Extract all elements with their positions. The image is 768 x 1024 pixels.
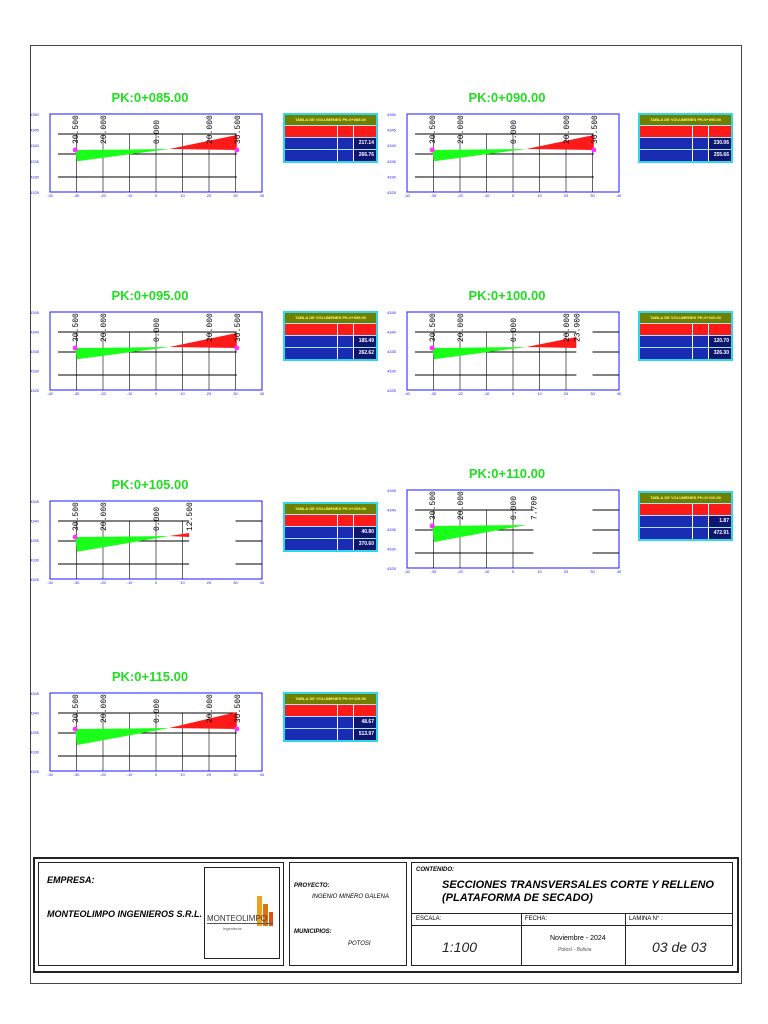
elevation-label: 4340	[387, 143, 396, 149]
station-label: 0.000	[153, 317, 162, 342]
section-title: PK:0+095.00	[111, 288, 189, 303]
elevation-label: 4330	[30, 174, 39, 180]
elevation-label: 4325	[30, 769, 39, 774]
volume-table-header: TABLA DE VOLUMENES PK:0+090.00	[640, 115, 731, 125]
offset-label: 40	[259, 772, 265, 777]
station-label: 20.000	[457, 313, 466, 342]
elevation-label: 4350	[387, 112, 396, 117]
proyecto-value: INGENIO MINERO GALENA	[312, 894, 390, 900]
offset-marker	[73, 535, 78, 540]
offset-label: 0	[511, 391, 515, 396]
offset-label: -30	[73, 772, 80, 777]
lamina-value: 03 de 03	[652, 939, 707, 955]
offset-label: -10	[483, 391, 490, 396]
volume-value: 120.70	[708, 336, 731, 347]
station-label: 30.500	[429, 115, 439, 144]
elevation-label: 4335	[30, 158, 39, 164]
section-title: PK:0+110.00	[468, 466, 546, 481]
fecha-label: FECHA:	[525, 916, 548, 922]
section-drawing	[387, 286, 627, 396]
station-label: 30.500	[72, 694, 82, 723]
offset-marker	[430, 148, 435, 153]
elevation-label: 4340	[30, 518, 39, 524]
cut-area	[169, 712, 237, 729]
section-drawing	[30, 88, 270, 198]
offset-label: 40	[616, 569, 622, 574]
volume-table-title-row	[285, 704, 376, 716]
offset-marker	[73, 148, 78, 153]
cross-section	[387, 286, 627, 396]
elevation-label: 4345	[30, 310, 39, 315]
elevation-label: 4330	[387, 174, 396, 180]
escala-value: 1:100	[442, 939, 478, 955]
municipio-label: MUNICIPIOS:	[294, 929, 332, 935]
offset-label: 20	[206, 193, 212, 198]
elevation-label: 4340	[30, 143, 39, 149]
offset-label: -30	[430, 193, 437, 198]
offset-label: 10	[180, 580, 185, 585]
station-label: 30.500	[72, 502, 82, 531]
elevation-label: 4340	[30, 710, 39, 716]
cross-section	[30, 475, 270, 585]
station-label: 20.000	[100, 115, 109, 144]
elevation-label: 4345	[387, 488, 396, 493]
volume-table-title-row	[285, 323, 376, 335]
offset-label: 10	[537, 193, 542, 198]
offset-label: -40	[47, 772, 53, 777]
offset-label: -10	[126, 580, 133, 585]
station-label: 0.000	[510, 495, 519, 520]
offset-label: 10	[537, 569, 542, 574]
elevation-label: 4335	[30, 730, 39, 735]
volume-value: 266.76	[353, 150, 376, 161]
station-label: 20.000	[457, 491, 466, 520]
cross-section	[387, 464, 627, 574]
station-label: 30.500	[233, 115, 243, 144]
offset-label: 20	[563, 569, 569, 574]
volume-table	[283, 692, 378, 742]
offset-label: -30	[73, 193, 80, 198]
offset-label: -40	[47, 391, 53, 396]
fill-area	[75, 347, 169, 359]
station-label: 30.500	[590, 115, 600, 144]
elevation-label: 4330	[30, 368, 39, 374]
offset-label: 40	[259, 391, 265, 396]
elevation-label: 4345	[387, 310, 396, 315]
elevation-label: 4330	[387, 546, 396, 552]
logo-sub: Ingenieros	[223, 926, 242, 931]
offset-label: 30	[233, 391, 238, 396]
offset-label: -40	[47, 193, 53, 198]
offset-label: 30	[233, 580, 238, 585]
volume-row-fill	[285, 728, 376, 740]
offset-label: -10	[126, 193, 133, 198]
offset-label: 0	[511, 193, 515, 198]
offset-marker	[73, 346, 78, 351]
station-label: 20.000	[100, 502, 109, 531]
cross-section	[30, 88, 270, 198]
volume-value: 255.66	[708, 150, 731, 161]
empresa-box	[38, 862, 284, 966]
offset-label: -40	[47, 580, 53, 585]
volume-row-cut	[285, 137, 376, 149]
volume-table-header: TABLA DE VOLUMENES PK:0+100.00	[640, 313, 731, 323]
escala-label: ESCALA:	[416, 916, 442, 922]
volume-table-title-row	[640, 323, 731, 335]
empresa-name: MONTEOLIMPO INGENIEROS S.R.L.	[47, 909, 203, 919]
offset-label: -20	[457, 391, 463, 396]
fecha-value: Noviembre - 2024	[550, 935, 606, 942]
fill-area	[75, 149, 169, 161]
offset-label: -40	[404, 391, 410, 396]
station-label: 20.000	[206, 115, 215, 144]
offset-label: 30	[233, 193, 238, 198]
offset-label: -20	[100, 580, 106, 585]
offset-label: 30	[590, 569, 595, 574]
station-label: 20.000	[206, 694, 215, 723]
volume-row-cut	[285, 716, 376, 728]
station-label: 0.000	[153, 506, 162, 531]
volume-row-cut	[285, 526, 376, 538]
section-drawing	[387, 464, 627, 574]
station-label: 30.500	[429, 491, 439, 520]
station-label: 12.500	[186, 502, 196, 531]
section-title: PK:0+090.00	[468, 90, 546, 105]
section-title: PK:0+100.00	[468, 288, 546, 303]
elevation-label: 4325	[387, 566, 396, 571]
station-label: 0.000	[510, 317, 519, 342]
elevation-label: 4350	[30, 112, 39, 117]
offset-label: -10	[483, 193, 490, 198]
offset-label: 20	[206, 772, 212, 777]
company-logo	[204, 867, 280, 959]
volume-value: 472.91	[708, 528, 731, 539]
volume-row-cut	[285, 335, 376, 347]
offset-label: -10	[126, 391, 133, 396]
volume-table-title-row	[285, 125, 376, 137]
offset-label: 40	[259, 193, 265, 198]
offset-marker	[234, 148, 239, 153]
volume-value: 185.49	[353, 336, 376, 347]
volume-table-header: TABLA DE VOLUMENES PK:0+110.00	[640, 493, 731, 503]
volume-table-header: TABLA DE VOLUMENES PK:0+085.00	[285, 115, 376, 125]
volume-row-cut	[640, 137, 731, 149]
offset-label: 20	[563, 391, 569, 396]
offset-label: -10	[483, 569, 490, 574]
offset-label: 0	[154, 580, 158, 585]
elevation-label: 4345	[30, 691, 39, 696]
offset-label: 40	[616, 193, 622, 198]
section-drawing	[30, 286, 270, 396]
volume-row-fill	[640, 149, 731, 161]
elevation-label: 4335	[387, 349, 396, 354]
station-label: 0.000	[510, 119, 519, 144]
volume-table-title-row	[640, 503, 731, 515]
offset-marker	[73, 727, 78, 732]
elevation-label: 4325	[387, 190, 396, 195]
logo-text: MONTEOLIMPO	[207, 914, 268, 923]
offset-label: 10	[180, 391, 185, 396]
volume-value: 513.97	[353, 729, 376, 740]
volume-table	[283, 113, 378, 163]
volume-value: 230.06	[708, 138, 731, 149]
station-label: 7.700	[530, 495, 540, 520]
title-block	[33, 857, 739, 973]
contenido-label: CONTENIDO:	[416, 867, 454, 873]
volume-table-header: TABLA DE VOLUMENES PK:0+095.00	[285, 313, 376, 323]
offset-label: -20	[457, 569, 463, 574]
offset-label: -20	[457, 193, 463, 198]
section-title: PK:0+115.00	[111, 669, 189, 684]
volume-value: 48.67	[353, 717, 376, 728]
volume-row-cut	[640, 335, 731, 347]
offset-marker	[591, 148, 596, 153]
volume-table	[638, 113, 733, 163]
volume-row-fill	[285, 538, 376, 550]
offset-label: -40	[404, 193, 410, 198]
volume-table-header: TABLA DE VOLUMENES PK:0+105.00	[285, 504, 376, 514]
empresa-label: EMPRESA:	[47, 875, 95, 885]
fill-area	[432, 149, 526, 161]
fill-area	[432, 525, 526, 542]
volume-table	[638, 491, 733, 541]
volume-value: 1.87	[708, 516, 731, 527]
offset-label: -40	[404, 569, 410, 574]
elevation-label: 4330	[30, 557, 39, 563]
offset-label: 0	[154, 193, 158, 198]
station-label: 30.500	[429, 313, 439, 342]
cut-area	[169, 333, 237, 348]
volume-table	[283, 502, 378, 552]
section-title: PK:0+105.00	[111, 477, 189, 492]
cut-area	[169, 135, 237, 150]
offset-marker	[430, 524, 435, 529]
volume-value: 217.14	[353, 138, 376, 149]
elevation-label: 4340	[387, 329, 396, 335]
elevation-label: 4335	[387, 527, 396, 532]
fill-area	[75, 728, 169, 745]
volume-table-header: TABLA DE VOLUMENES PK:0+115.00	[285, 694, 376, 704]
elevation-label: 4325	[387, 388, 396, 393]
offset-label: 30	[590, 193, 595, 198]
elevation-label: 4345	[30, 127, 39, 133]
section-title: PK:0+085.00	[111, 90, 189, 105]
station-label: 20.000	[457, 115, 466, 144]
offset-label: 10	[180, 772, 185, 777]
volume-row-fill	[285, 347, 376, 359]
fecha-place: Potosí - Bolivia	[558, 947, 592, 953]
section-drawing	[30, 667, 270, 777]
offset-marker	[430, 346, 435, 351]
cross-section	[30, 667, 270, 777]
volume-value: 262.62	[353, 348, 376, 359]
section-drawing	[387, 88, 627, 198]
station-label: 30.500	[72, 115, 82, 144]
station-label: 0.000	[153, 698, 162, 723]
volume-table-title-row	[640, 125, 731, 137]
volume-row-fill	[285, 149, 376, 161]
volume-value: 370.60	[353, 539, 376, 550]
elevation-label: 4345	[30, 499, 39, 504]
contenido-box	[411, 862, 733, 966]
offset-label: -30	[430, 569, 437, 574]
municipio-value: POTOSI	[348, 941, 371, 947]
elevation-label: 4325	[30, 577, 39, 582]
offset-label: -30	[73, 391, 80, 396]
volume-row-cut	[640, 515, 731, 527]
volume-table	[638, 311, 733, 361]
volume-row-fill	[640, 527, 731, 539]
offset-label: -10	[126, 772, 133, 777]
offset-marker	[234, 346, 239, 351]
offset-label: 0	[511, 569, 515, 574]
station-label: 30.500	[233, 313, 243, 342]
offset-label: 10	[180, 193, 185, 198]
fill-area	[75, 536, 169, 552]
offset-label: 20	[206, 580, 212, 585]
cross-section	[30, 286, 270, 396]
elevation-label: 4330	[30, 749, 39, 755]
elevation-label: 4335	[30, 349, 39, 354]
elevation-label: 4345	[387, 127, 396, 133]
cross-section	[387, 88, 627, 198]
station-label: 23.900	[573, 313, 583, 342]
offset-label: 20	[563, 193, 569, 198]
cut-area	[526, 135, 594, 150]
offset-label: -30	[73, 580, 80, 585]
elevation-label: 4330	[387, 368, 396, 374]
elevation-label: 4325	[30, 190, 39, 195]
proyecto-label: PROYECTO:	[294, 883, 330, 889]
elevation-label: 4335	[387, 158, 396, 164]
elevation-label: 4340	[387, 507, 396, 513]
proyecto-box	[289, 862, 407, 966]
offset-label: -20	[100, 193, 106, 198]
offset-label: 10	[537, 391, 542, 396]
offset-label: 0	[154, 772, 158, 777]
station-label: 30.500	[72, 313, 82, 342]
section-drawing	[30, 475, 270, 585]
volume-table-title-row	[285, 514, 376, 526]
offset-marker	[234, 727, 239, 732]
volume-value: 40.80	[353, 527, 376, 538]
volume-value: 326.30	[708, 348, 731, 359]
station-label: 20.000	[100, 694, 109, 723]
volume-table	[283, 311, 378, 361]
elevation-label: 4335	[30, 538, 39, 543]
offset-label: 30	[590, 391, 595, 396]
station-label: 20.000	[563, 115, 572, 144]
elevation-label: 4325	[30, 388, 39, 393]
station-label: 20.000	[563, 313, 572, 342]
offset-label: -20	[100, 391, 106, 396]
cut-area	[169, 533, 189, 537]
offset-label: 0	[154, 391, 158, 396]
offset-label: -30	[430, 391, 437, 396]
station-label: 30.500	[233, 694, 243, 723]
offset-label: 20	[206, 391, 212, 396]
fill-area	[432, 347, 526, 359]
offset-label: -20	[100, 772, 106, 777]
offset-label: 40	[259, 580, 265, 585]
station-label: 20.000	[100, 313, 109, 342]
contenido-value: SECCIONES TRANSVERSALES CORTE Y RELLENO (PLATAFORMA DE SECADO)	[442, 879, 714, 904]
offset-label: 30	[233, 772, 238, 777]
station-label: 20.000	[206, 313, 215, 342]
station-label: 0.000	[153, 119, 162, 144]
lamina-label: LAMINA N° :	[629, 916, 663, 922]
volume-row-fill	[640, 347, 731, 359]
offset-label: 40	[616, 391, 622, 396]
elevation-label: 4340	[30, 329, 39, 335]
